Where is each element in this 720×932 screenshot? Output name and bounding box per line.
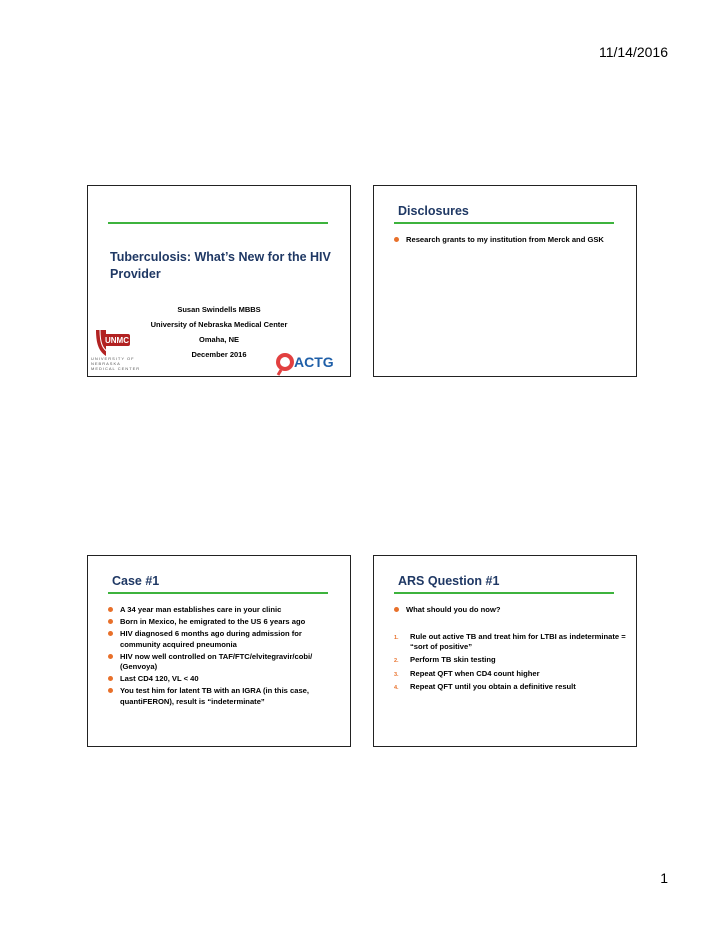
list-item-text: You test him for latent TB with an IGRA (in this case, quantiFERON), result is “indeterminate” — [120, 686, 310, 706]
option-text: Rule out active TB and treat him for LTBI as indeterminate = “sort of positive” — [410, 632, 626, 652]
bullet-icon — [394, 237, 399, 242]
option-text: Repeat QFT until you obtain a definitive result — [410, 681, 576, 691]
answer-option — [394, 632, 626, 652]
question-list — [394, 605, 626, 617]
list-item — [108, 686, 340, 706]
bullet-icon — [108, 619, 113, 624]
list-item-text: A 34 year man establishes care in your clinic — [120, 605, 282, 614]
list-item-text: HIV diagnosed 6 months ago during admission for community acquired pneumonia — [120, 629, 302, 649]
list-item-text: Last CD4 120, VL < 40 — [120, 674, 199, 684]
list-item-text: Research grants to my institution from Merck and GSK — [406, 235, 604, 244]
actg-logo-icon — [272, 350, 344, 376]
slide-title — [87, 185, 351, 377]
answer-options — [394, 632, 626, 695]
option-number: 3. — [394, 671, 399, 678]
bullet-icon — [394, 607, 399, 612]
list-item-text: HIV now well controlled on TAF/FTC/elvitegravir/cobi/ (Genvoya) — [120, 651, 313, 672]
bullet-icon — [108, 688, 113, 693]
title-rule — [108, 222, 328, 224]
unmc-logo-mark: UNMC — [105, 336, 129, 345]
title-rule — [394, 222, 614, 224]
option-text: Perform TB skin testing — [410, 655, 496, 665]
list-item — [108, 652, 340, 672]
list-item — [108, 617, 340, 627]
list-item-text: Born in Mexico, he emigrated to the US 6 years ago — [120, 617, 306, 627]
bullet-icon — [108, 607, 113, 612]
list-item — [108, 629, 340, 649]
bullet-list — [108, 605, 340, 709]
list-item — [108, 605, 340, 615]
question-item — [394, 605, 626, 615]
option-number: 1. — [394, 635, 399, 641]
presentation-date: December 2016 — [191, 350, 247, 359]
option-number: 2. — [394, 658, 399, 665]
slide-ars-question-1 — [373, 555, 637, 747]
slide-heading: Disclosures — [398, 204, 469, 218]
author-name: Susan Swindells MBBS — [177, 305, 261, 314]
question-text: What should you do now? — [406, 605, 501, 614]
title-rule — [394, 592, 614, 594]
list-item — [394, 235, 626, 245]
presentation-title: Tuberculosis: What’s New for the HIV Provider — [110, 250, 331, 281]
title-rule — [108, 592, 328, 594]
unmc-text-line: MEDICAL CENTER — [91, 366, 141, 371]
author-location: Omaha, NE — [198, 335, 239, 344]
unmc-logo-text — [91, 356, 140, 371]
bullet-icon — [108, 654, 113, 659]
answer-option — [394, 669, 626, 679]
option-number: 4. — [394, 684, 399, 691]
slide-case-1 — [87, 555, 351, 747]
bullet-icon — [108, 631, 113, 636]
page-number: 1 — [660, 870, 668, 886]
slide-disclosures — [373, 185, 637, 377]
bullet-list — [394, 235, 626, 247]
option-text: Repeat QFT when CD4 count higher — [410, 668, 540, 678]
bullet-icon — [108, 676, 113, 681]
author-institution: University of Nebraska Medical Center — [150, 320, 288, 329]
unmc-text-line: NEBRASKA — [91, 361, 121, 366]
unmc-text-line: UNIVERSITY OF — [91, 356, 135, 361]
slide-heading: Case #1 — [112, 574, 160, 588]
actg-logo-mark: ACTG — [294, 354, 334, 370]
slide-heading: ARS Question #1 — [398, 574, 500, 588]
answer-option — [394, 655, 626, 665]
list-item — [108, 674, 340, 684]
answer-option — [394, 682, 626, 692]
page-date: 11/14/2016 — [598, 44, 668, 60]
